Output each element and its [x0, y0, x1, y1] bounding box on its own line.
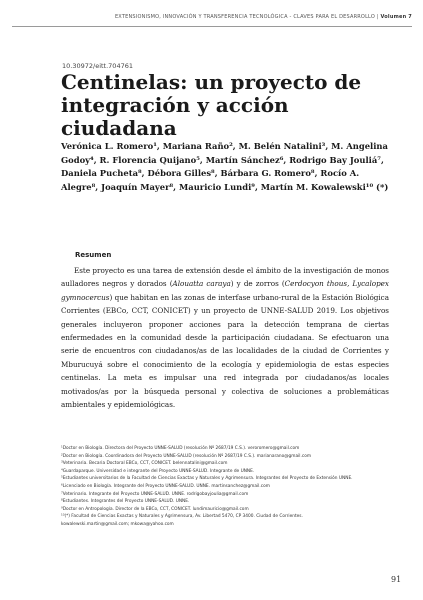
footnote: ⁵Estudiantes universitarios de la Facultad de Ciencias Exactas y Naturales y Agrimensura. Integrantes del Proyecto de Extensión UNNE.: [61, 476, 353, 482]
abstract-heading: Resumen: [75, 251, 112, 259]
footnote: ¹Doctor en Biología. Directora del Proyecto UNNE-SALUD (resolución Nº 2687/19 C.S.). veroromero@gmail.com: [61, 446, 300, 451]
abstract-text-2: ) y de zorros (: [230, 279, 285, 289]
footnote: ⁸Estudiantes. Integrantes del Proyecto UNNE-SALUD. UNNE.: [61, 499, 190, 505]
abstract-species-2: Cerdocyon thous, Lycalopex gymnocercus: [61, 279, 389, 302]
footnote: ³Veterinaria. Becaria Doctoral EBCo, CCT, CONICET. belennatalini@gmail.com: [61, 461, 228, 467]
article-title: Centinelas: un proyecto de integración y acción ciudadana: [61, 70, 362, 140]
author-list: Verónica L. Romero¹, Mariana Raño², M. Belén Natalini³, M. Angelina Godoy⁴, R. Florencia Quijano⁵, Martín Sánchez⁶, Rodrigo Bay Jouliá⁷, Daniela Pucheta⁸, Débora Gilles⁸, Bárbara G. Romero⁸, Rocío A. Alegre⁸, Joaquín Mayer⁸, Mauricio Lundi⁹, Martín M. Kowalewski¹⁰ (*): [61, 141, 389, 192]
abstract-species-1: Alouatta caraya: [172, 279, 231, 289]
abstract-body: [61, 264, 389, 411]
page-number: 91: [391, 575, 402, 584]
header-rule: [12, 26, 412, 27]
footnote: kowalewski.martin@gmail.com; mkowa@yahoo.com: [61, 521, 174, 527]
footnote: ¹⁰(*) Facultad de Ciencias Exactas y Naturales y Agrimensura, Av. Libertad 5470, CP 3400. Ciudad de Corrientes.: [61, 514, 303, 520]
footnote: ⁷Veterinario. Integrante del Proyecto UNNE-SALUD. UNNE. rodrigobayjoulia@gmail.com: [61, 491, 249, 497]
footnote: ²Doctor en Biología. Coordinadora del Proyecto UNNE-SALUD (resolución Nº 2687/19 C.S.). marianarano@gmail.com: [61, 453, 312, 459]
doi[interactable]: 10.30972/eitt.704761: [62, 62, 133, 70]
footnotes: [61, 445, 391, 529]
footnote: ⁴Guardaparque. Universidad e integrante del Proyecto UNNE-SALUD. Integrante de UNNE.: [61, 468, 255, 474]
running-title: EXTENSIONISMO, INNOVACIÓN Y TRANSFERENCIA TECNOLÓGICA - CLAVES PARA EL DESARROLLO: [114, 14, 376, 20]
footnote: ⁹Doctor en Antropología. Director de la EBCo, CCT, CONICET. lundimauricio@gmail.com: [61, 506, 249, 512]
abstract-text-1: Este proyecto es una tarea de extensión desde el ámbito de la investigación de monos aulladores negros y dorados (: [61, 266, 389, 289]
volume-label: Volumen 7: [380, 14, 412, 20]
abstract-text-3: ) que habitan en las zonas de interfase urbano-rural de la Estación Biológica Corrientes (EBCo, CCT, CONICET) y un proyecto de UNNE-SALUD 2019. Los objetivos generales incluyeron proponer acciones para la detección temprana de ciertas enfermedades en la comunidad desde la participación ciudadana. Se efectuaron una serie de encuentros con ciudadanos/as de las localidades de la ciudad de Corrientes y Mburucuyá sobre el conocimiento de la ecología y epidemiologia de estas especies centinelas. La meta es impulsar una red integrada por ciudadanos/as locales motivados/as por la búsqueda personal y colectiva de soluciones a problemáticas ambientales y epidemiológicas.: [61, 292, 389, 410]
running-header: EXTENSIONISMO, INNOVACIÓN Y TRANSFERENCIA TECNOLÓGICA - CLAVES PARA EL DESARROLLO | Volumen 7: [114, 14, 412, 20]
footnote: ⁶Licenciado en Biología. Integrante del Proyecto UNNE-SALUD. UNNE. martinsanchez@gmail.com: [61, 483, 270, 489]
